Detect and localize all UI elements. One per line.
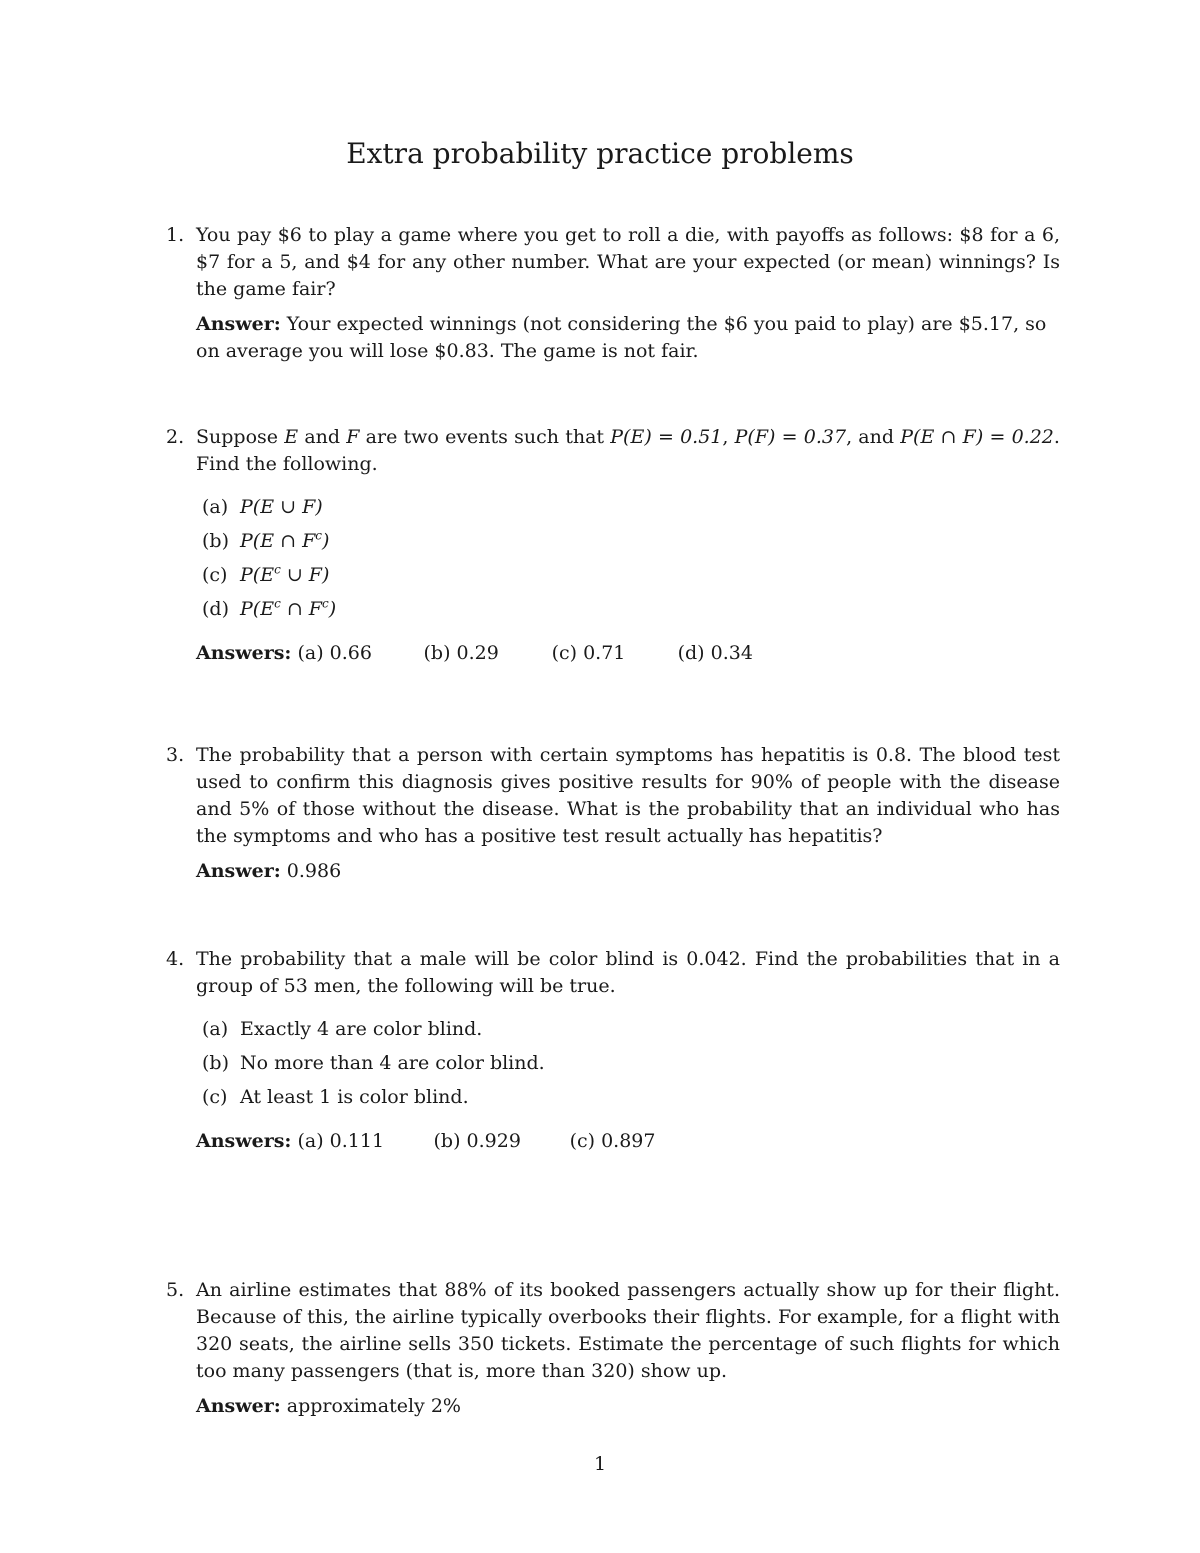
- answer-item: (c) 0.897: [569, 1130, 656, 1152]
- sub-question: [202, 558, 1060, 592]
- answers-label: Answers:: [196, 642, 292, 664]
- problem-number: 3.: [166, 744, 185, 766]
- sub-question: [202, 1046, 1060, 1080]
- answer-label: Answer:: [196, 1395, 281, 1417]
- sub-text: No more than 4 are color blind.: [240, 1052, 545, 1074]
- sub-label: (b): [202, 530, 229, 552]
- answers: [196, 1128, 1060, 1155]
- sub-question: [202, 1012, 1060, 1046]
- problem-text: The probability that a male will be color blind is 0.042. Find the probabilities that in a group of 53 men, the following will be true.: [196, 948, 1060, 997]
- sub-label: (b): [202, 1052, 229, 1074]
- answer-item: (b) 0.29: [423, 642, 499, 664]
- sub-label: (a): [202, 1018, 229, 1040]
- answer-label: Answer:: [196, 860, 281, 882]
- problem-number: 2.: [166, 426, 185, 448]
- problem-number: 4.: [166, 948, 185, 970]
- problem-number: 1.: [166, 224, 185, 246]
- problem-text: You pay $6 to play a game where you get to roll a die, with payoffs as follows: $8 for a 6, $7 for a 5, and $4 for any other number. What are your expected (or mean) winnings? Is the game fair?: [196, 224, 1060, 300]
- sub-label: (c): [202, 564, 228, 586]
- problem-number: 5.: [166, 1279, 185, 1301]
- problem-text: Suppose E and F are two events such that P(E) = 0.51, P(F) = 0.37, and P(E ∩ F) = 0.22. Find the following.: [196, 426, 1060, 475]
- answer-text: Your expected winnings (not considering the $6 you paid to play) are $5.17, so on average you will lose $0.83. The game is not fair.: [196, 313, 1047, 362]
- sub-label: (d): [202, 598, 229, 620]
- sub-question: [202, 524, 1060, 558]
- answer-text: approximately 2%: [286, 1395, 461, 1417]
- sub-expression: $P(E^c$ ∩ $F^c$): [240, 596, 337, 620]
- sub-label: (a): [202, 496, 229, 518]
- answer-label: Answer:: [196, 313, 281, 335]
- answer: [196, 1393, 1060, 1420]
- sub-expression: $P(E^c$ ∪ F): [240, 562, 330, 586]
- answer-item: (a) 0.111: [297, 1130, 385, 1152]
- problem-2: [166, 424, 1060, 667]
- sub-question: [202, 592, 1060, 626]
- sub-questions: [202, 490, 1060, 626]
- answer-item: (a) 0.66: [297, 642, 372, 664]
- page-title: Extra probability practice problems: [346, 137, 854, 170]
- problem-4: [166, 946, 1060, 1155]
- problem-3: [166, 742, 1060, 885]
- answer-item: (c) 0.71: [551, 642, 626, 664]
- problem-text: The probability that a person with certain symptoms has hepatitis is 0.8. The blood test used to confirm this diagnosis gives positive results for 90% of people with the disease and 5% of those without the disease. What is the probability that an individual who has the symptoms and who has a positive test result actually has hepatitis?: [196, 744, 1060, 847]
- answer: [196, 858, 1060, 885]
- problem-1: [166, 222, 1060, 365]
- answer: [196, 311, 1060, 365]
- sub-label: (c): [202, 1086, 228, 1108]
- sub-text: Exactly 4 are color blind.: [240, 1018, 483, 1040]
- page-number: 1: [593, 1453, 607, 1475]
- sub-question: [202, 490, 1060, 524]
- answer-item: (d) 0.34: [677, 642, 753, 664]
- answers-label: Answers:: [196, 1130, 292, 1152]
- problem-text: An airline estimates that 88% of its booked passengers actually show up for their flight. Because of this, the airline typically overbooks their flights. For example, for a flight with 320 seats, the airline sells 350 tickets. Estimate the percentage of such flights for which too many passengers (that is, more than 320) show up.: [196, 1279, 1060, 1382]
- problem-5: [166, 1277, 1060, 1420]
- answers: [196, 640, 1060, 667]
- answer-item: (b) 0.929: [433, 1130, 521, 1152]
- sub-question: [202, 1080, 1060, 1114]
- answer-text: 0.986: [286, 860, 342, 882]
- sub-expression: P(E ∪ F): [240, 496, 323, 518]
- sub-text: At least 1 is color blind.: [240, 1086, 469, 1108]
- sub-expression: P(E ∩ $F^c$): [240, 528, 330, 552]
- sub-questions: [202, 1012, 1060, 1114]
